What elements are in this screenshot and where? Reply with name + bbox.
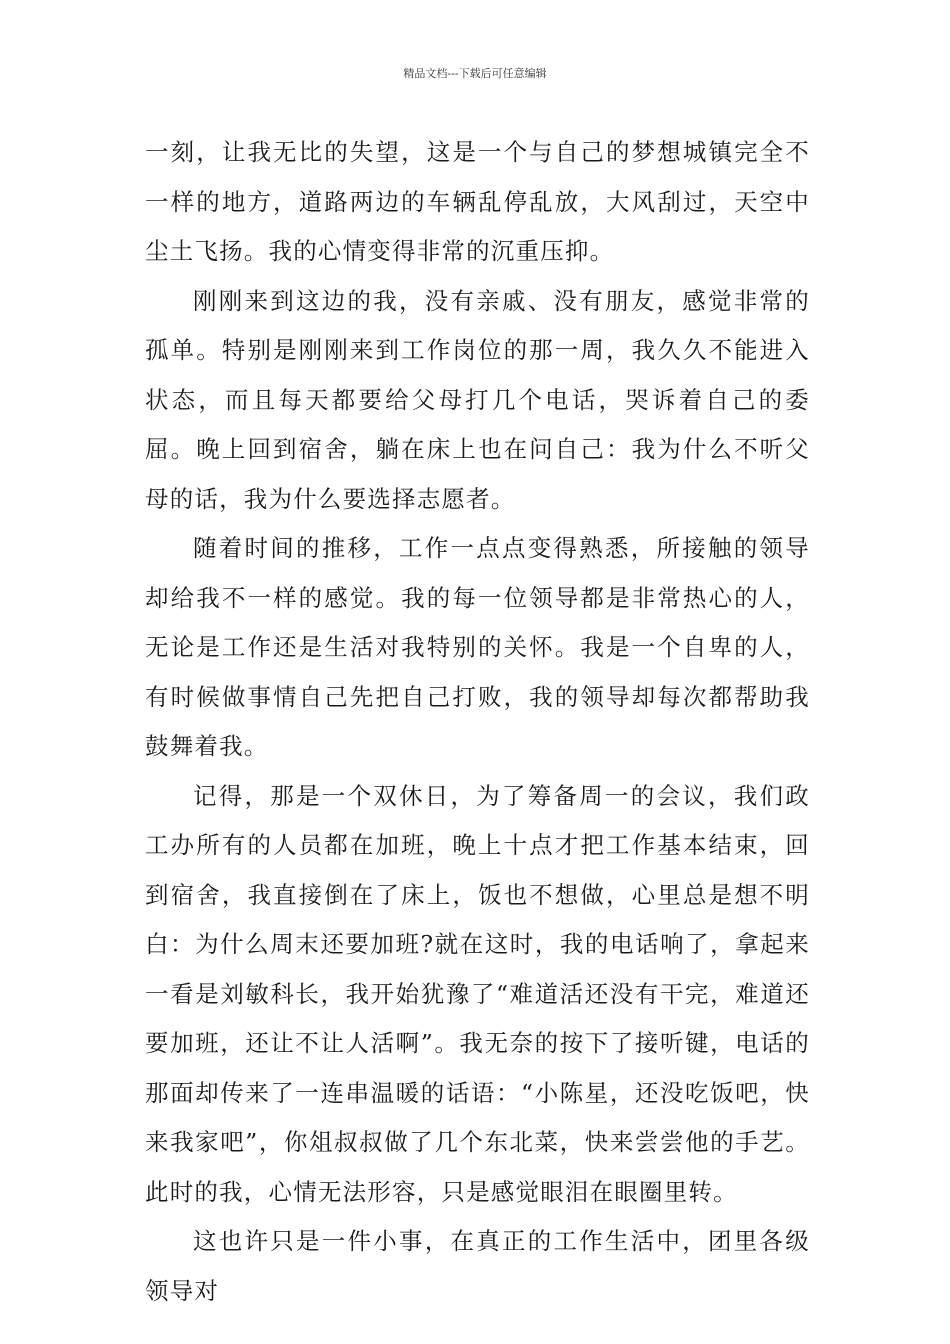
paragraph-4: 记得，那是一个双休日，为了筹备周一的会议，我们政工办所有的人员都在加班，晚上十点才把工作基本结束，回到宿舍，我直接倒在了床上，饭也不想做，心里总是想不明白：为什么周末还要加班?就在这时，我的电话响了，拿起来一看是刘敏科长，我开始犹豫了“难道活还没有干完，难道还要加班，还让不让人活啊”。我无奈的按下了接听键，电话的那面却传来了一连串温暖的话语：“小陈星，还没吃饭吧，快来我家吧”，你俎叔叔做了几个东北菜，快来尝尝他的手艺。此时的我，心情无法形容，只是感觉眼泪在眼圈里转。 <box>145 781 810 1206</box>
paragraph-2: 刚刚来到这边的我，没有亲戚、没有朋友，感觉非常的孤单。特别是刚刚来到工作岗位的那一周，我久久不能进入状态，而且每天都要给父母打几个电话，哭诉着自己的委屈。晚上回到宿舍，躺在床上也在问自己：我为什么不听父母的话，我为什么要选择志愿者。 <box>145 286 810 513</box>
paragraph-1: 一刻，让我无比的失望，这是一个与自己的梦想城镇完全不一样的地方，道路两边的车辆乱停乱放，大风刮过，天空中尘土飞扬。我的心情变得非常的沉重压抑。 <box>145 138 810 265</box>
paragraph-3: 随着时间的推移，工作一点点变得熟悉，所接触的领导却给我不一样的感觉。我的每一位领导都是非常热心的人，无论是工作还是生活对我特别的关怀。我是一个自卑的人，有时候做事情自己先把自己打败，我的领导却每次都帮助我鼓舞着我。 <box>145 534 810 760</box>
document-body <box>145 128 810 1316</box>
paragraph-5: 这也许只是一件小事，在真正的工作生活中，团里各级领导对 <box>145 1227 810 1305</box>
page-header: 精品文档---下载后可任意编辑 <box>403 67 547 80</box>
